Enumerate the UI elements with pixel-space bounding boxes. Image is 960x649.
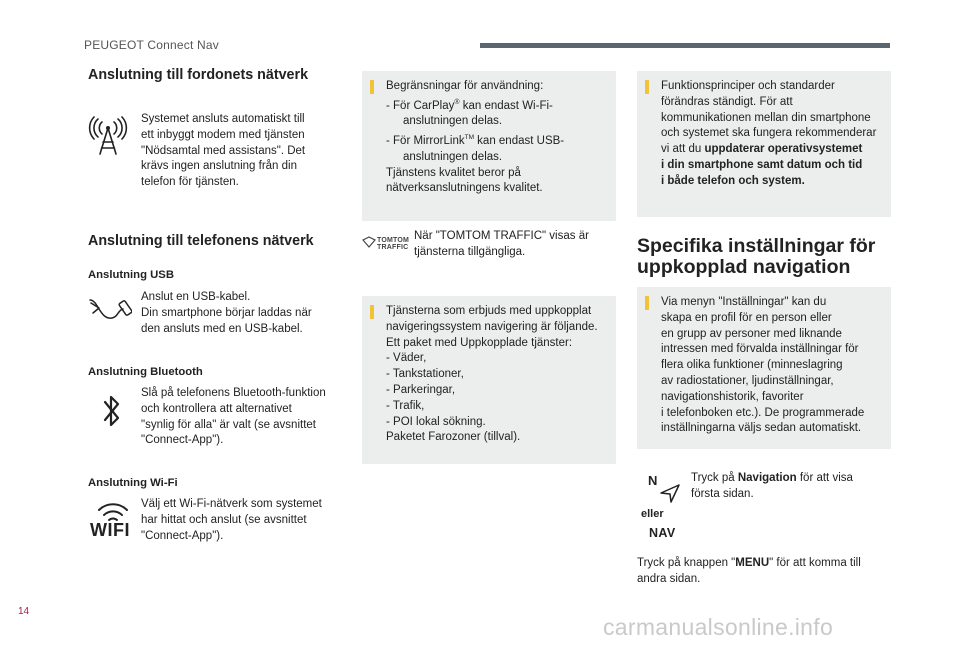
antenna-icon xyxy=(88,116,128,156)
usb-cable-icon xyxy=(88,292,132,324)
phone-network-heading: Anslutning till telefonens nätverk xyxy=(88,233,314,249)
text-line: Systemet ansluts automatiskt till xyxy=(141,113,305,125)
text-line: en grupp av personer med liknande xyxy=(661,327,842,340)
note-marker xyxy=(645,296,649,310)
text-line: - För MirrorLink™ kan endast USB- xyxy=(386,134,565,148)
text-line: Tjänsterna som erbjuds med uppkopplat xyxy=(386,305,592,317)
text-line: första sidan. xyxy=(691,487,754,500)
text-line: och kontrollera att alternativet xyxy=(141,402,292,415)
menu-instruction xyxy=(637,556,861,588)
watermark: carmanualsonline.info xyxy=(603,614,834,640)
usb-heading: Anslutning USB xyxy=(88,269,174,281)
text-line: Ett paket med Uppkopplade tjänster: xyxy=(386,336,573,349)
text-line: Din smartphone börjar laddas när xyxy=(141,306,312,319)
navigation-instruction xyxy=(691,471,853,503)
text-line: den ansluts med en USB-kabel. xyxy=(141,322,303,335)
tomtom-logo-top: TOMTOM xyxy=(377,237,410,244)
text-line: anslutningen delas. xyxy=(403,150,503,163)
wifi-heading: Anslutning Wi-Fi xyxy=(88,477,178,489)
header-bar xyxy=(480,43,890,48)
text-line: - Parkeringar, xyxy=(386,383,456,396)
text-line: av radiostationer, ljudinställningar, xyxy=(661,374,834,387)
note-marker xyxy=(370,80,374,94)
usb-text xyxy=(141,290,312,337)
note-marker xyxy=(370,305,374,319)
text-line: i både telefon och system. xyxy=(661,174,805,187)
vehicle-network-text xyxy=(141,112,305,191)
text-line: inställningarna väljs sedan automatiskt. xyxy=(661,422,862,435)
text-line: intressen med förvalda inställningar för xyxy=(661,343,859,356)
nav-icon-n-label: N xyxy=(648,473,658,488)
text-line: navigationshistorik, favoriter xyxy=(661,390,804,403)
text-line: kommunikationen mellan din smartphone xyxy=(661,111,871,124)
tomtom-text xyxy=(414,229,589,261)
note-content xyxy=(661,79,885,190)
text-line: Via menyn "Inställningar" kan du xyxy=(661,296,827,308)
tomtom-logo-bottom: TRAFFIC xyxy=(377,244,409,251)
text-line: telefon för tjänsten. xyxy=(141,176,239,189)
profiles-note xyxy=(637,287,891,449)
text-line: Tjänstens kvalitet beror på xyxy=(386,166,521,179)
text-line: vi att du uppdaterar operativsystemet xyxy=(661,143,863,156)
text-line: Anslut en USB-kabel. xyxy=(141,291,251,303)
text-line: - Trafik, xyxy=(386,399,425,412)
text-line: Välj ett Wi-Fi-nätverk som systemet xyxy=(141,498,322,510)
note-marker xyxy=(645,80,649,94)
note-content xyxy=(386,79,610,197)
wifi-icon-label: WIFI xyxy=(90,520,130,540)
note-content xyxy=(661,295,885,437)
bluetooth-heading: Anslutning Bluetooth xyxy=(88,366,203,378)
section-title: Specifika inställningar för uppkopplad navigation xyxy=(637,235,876,278)
text-line: i telefonboken etc.). De programmerade xyxy=(661,406,865,419)
text-line: Tryck på knappen "MENU" för att komma till xyxy=(637,557,861,569)
text-line: i din smartphone samt datum och tid xyxy=(661,158,863,171)
text-line: - Tankstationer, xyxy=(386,368,464,381)
nav-button-label: NAV xyxy=(649,526,676,540)
usage-limits-note xyxy=(362,71,616,221)
text-line: Tryck på Navigation för att visa xyxy=(691,472,853,484)
text-line: navigeringssystem navigering är följande. xyxy=(386,320,598,333)
text-line: - POI lokal sökning. xyxy=(386,415,486,428)
vehicle-network-heading: Anslutning till fordonets nätverk xyxy=(88,67,309,83)
page-number: 14 xyxy=(18,606,30,617)
text-line: skapa en profil för en person eller xyxy=(661,311,832,324)
text-line: När "TOMTOM TRAFFIC" visas är xyxy=(414,230,589,242)
text-line: Paketet Farozoner (tillval). xyxy=(386,431,521,444)
text-line: "Nödsamtal med assistans". Det xyxy=(141,144,306,157)
principles-note xyxy=(637,71,891,217)
text-line: Begränsningar för användning: xyxy=(386,80,544,92)
text-line: "synlig för alla" är valt (se avsnittet xyxy=(141,418,316,431)
text-line: Slå på telefonens Bluetooth-funktion xyxy=(141,387,326,399)
text-line: förändras ständigt. För att xyxy=(661,95,793,108)
eller-label: eller xyxy=(641,508,664,520)
text-line: flera olika funktioner (minneslagring xyxy=(661,359,843,372)
text-line: tjänsterna tillgängliga. xyxy=(414,245,526,258)
note-content xyxy=(386,304,610,446)
text-line: ett inbyggt modem med tjänsten xyxy=(141,128,305,141)
text-line: Funktionsprinciper och standarder xyxy=(661,80,835,92)
text-line: "Connect-App"). xyxy=(141,529,224,542)
text-line: anslutningen delas. xyxy=(403,115,503,128)
text-line: krävs ingen anslutning från din xyxy=(141,160,297,173)
tomtom-logo-icon xyxy=(362,236,376,248)
bluetooth-text xyxy=(141,386,326,449)
text-line: nätverksanslutningens kvalitet. xyxy=(386,182,543,195)
text-line: har hittat och anslut (se avsnittet xyxy=(141,513,307,526)
bluetooth-icon xyxy=(102,393,122,429)
navigation-arrow-icon xyxy=(659,482,681,504)
wifi-text xyxy=(141,497,322,544)
connected-services-note xyxy=(362,296,616,464)
text-line: andra sidan. xyxy=(637,572,701,585)
text-line: - För CarPlay® kan endast Wi-Fi- xyxy=(386,98,553,112)
text-line: och systemet ska fungera rekommenderar xyxy=(661,127,877,140)
running-header: PEUGEOT Connect Nav xyxy=(84,38,219,52)
text-line: - Väder, xyxy=(386,352,427,365)
text-line: "Connect-App"). xyxy=(141,434,224,447)
